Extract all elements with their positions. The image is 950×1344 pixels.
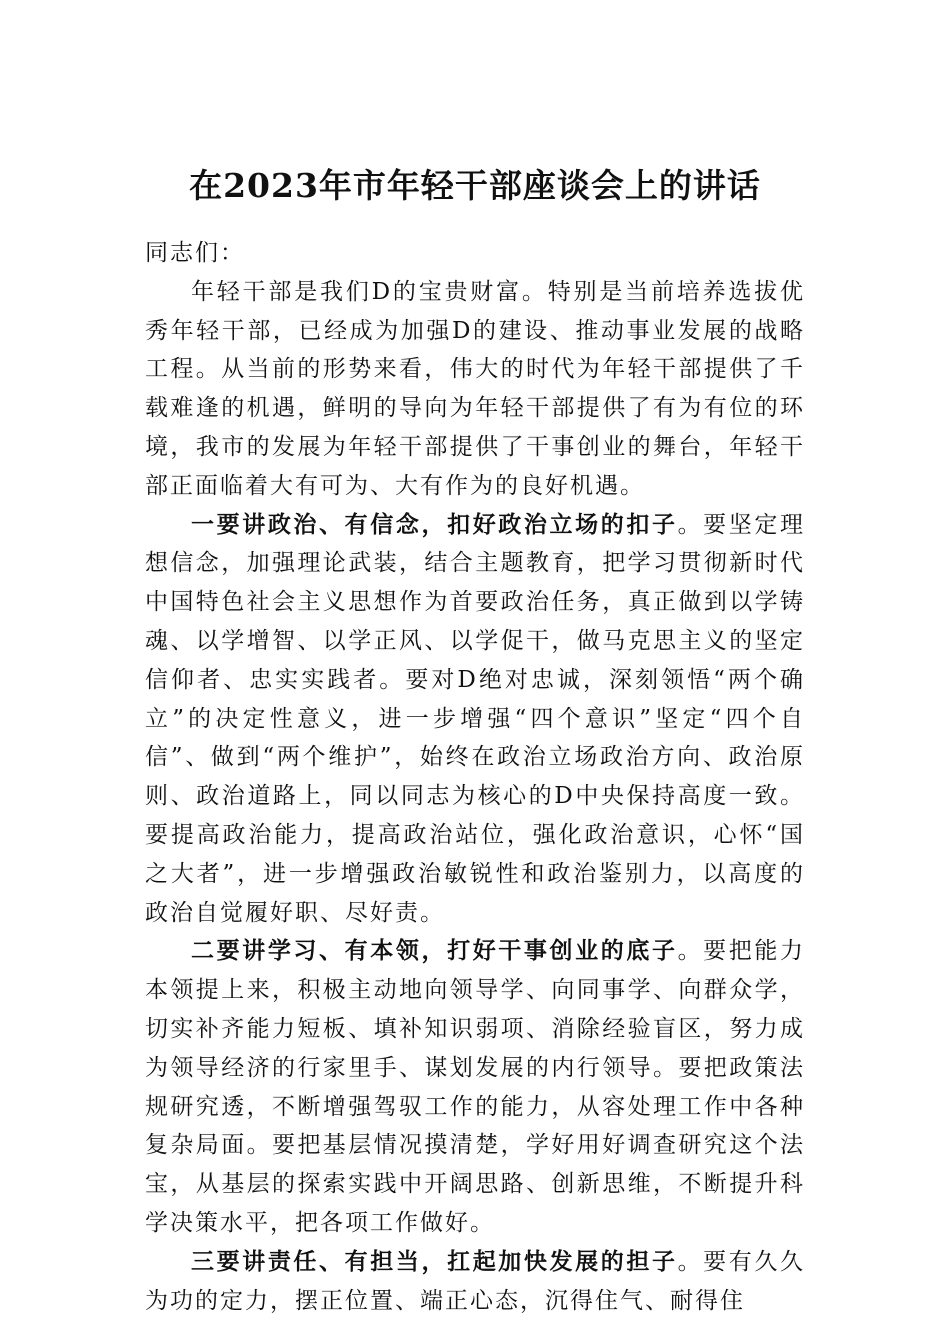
paragraph-point-2 [145,932,805,1242]
document-body [145,234,805,1320]
paragraph-text: 年轻干部是我们D的宝贵财富。特别是当前培养选拔优秀年轻干部，已经成为加强D的建设、推动事业发展的战略工程。从当前的形势来看，伟大的时代为年轻干部提供了千载难逢的机遇，鲜明的导向为年轻干部提供了有为有位的环境，我市的发展为年轻干部提供了干事创业的舞台，年轻干部正面临着大有可为、大有作为的良好机遇。 [145,278,805,499]
paragraph-point-3 [145,1243,805,1321]
paragraph-text: 。要有久久为功的定力，摆正位置、端正心态，沉得住气、耐得住 [145,1248,806,1314]
salutation: 同志们： [145,240,245,266]
paragraph-lead: 三要讲责任、有担当，扛起加快发展的担子 [191,1247,678,1275]
paragraph-point-1 [145,506,805,933]
paragraph-text: 。要把能力本领提上来，积极主动地向领导学、向同事学、向群众学，切实补齐能力短板、填补知识弱项、消除经验盲区，努力成为领导经济的行家里手、谋划发展的内行领导。要把政策法规研究透，不断增强驾驭工作的能力，从容处理工作中各种复杂局面。要把基层情况摸清楚，学好用好调查研究这个法宝，从基层的探索实践中开阔思路、创新思维，不断提升科学决策水平，把各项工作做好。 [145,938,806,1236]
document-title: 在2023年市年轻干部座谈会上的讲话 [189,166,761,205]
paragraph-lead: 二要讲学习、有本领，打好干事创业的底子 [191,937,678,965]
paragraph-intro [145,273,805,506]
paragraph-lead: 一要讲政治、有信念，扣好政治立场的扣子 [191,510,678,538]
paragraph-text: 。要坚定理想信念，加强理论武装，结合主题教育，把学习贯彻新时代中国特色社会主义思想作为首要政治任务，真正做到以学铸魂、以学增智、以学正风、以学促干，做马克思主义的坚定信仰者、忠实实践者。要对D绝对忠诚，深刻领悟“两个确立”的决定性意义，进一步增强“四个意识”坚定“四个自信”、做到“两个维护”，始终在政治立场政治方向、政治原则、政治道路上，同以同志为核心的D中央保持高度一致。要提高政治能力，提高政治站位，强化政治意识，心怀“国之大者”，进一步增强政治敏锐性和政治鉴别力，以高度的政治自觉履好职、尽好责。 [145,511,806,926]
